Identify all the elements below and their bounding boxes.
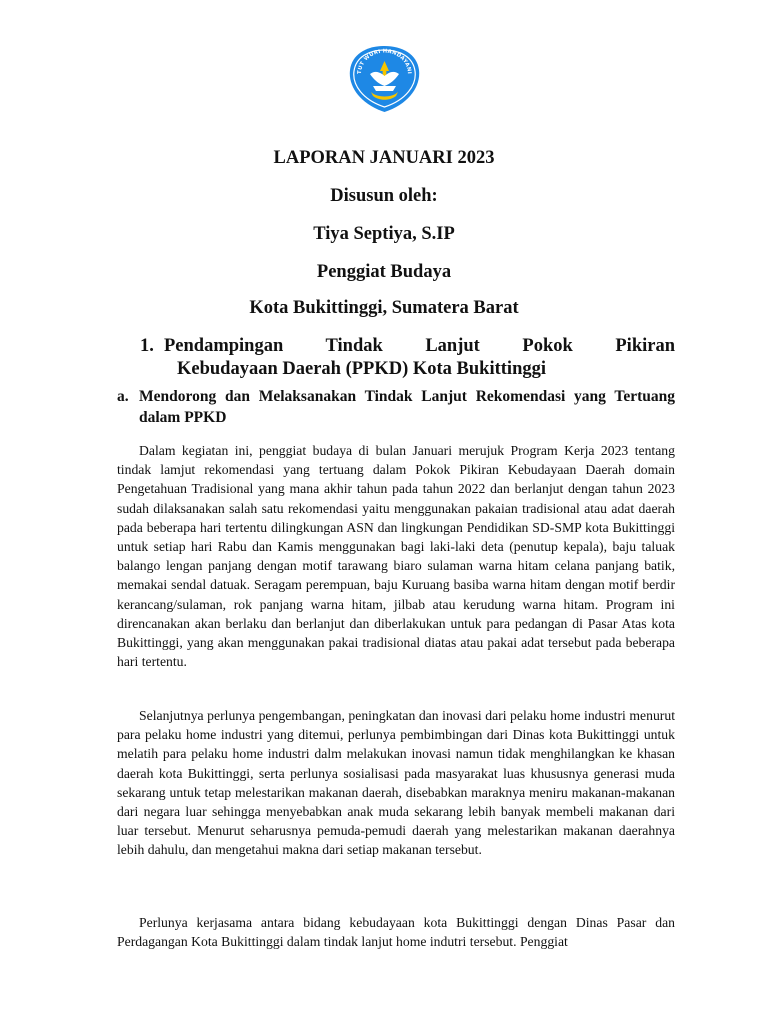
paragraph-2: Selanjutnya perlunya pengembangan, peningkatan dan inovasi dari pelaku home industri menurut para pelaku home industri yang ditemui, perlunya pembimbingan dari Dinas kota Bukittinggi untuk melatih para pelaku home industri dalm melakukan inovasi namun tidak menghilangkan ke khasan daerah kota Bukittinggi, serta perlunya sosialisasi pada masyarakat luas khususnya generasi muda sekarang untuk tetap melestarikan makanan daerah, disebabkan maraknya meniru makanan-makanan dari negara luar sehingga menyebabkan anak muda sekarang lebih banyak membeli makanan dari luar tersebut. Menurut seharusnya pemuda-pemudi daerah yang melestarikan makanan daerahnya lebih dahulu, dan mengetahui makna dari setiap makanan tersebut.: [117, 708, 675, 858]
logo-motto: TUT WURI HANDAYANI: [356, 48, 413, 75]
subsection-title: Mendorong dan Melaksanakan Tindak Lanjut Rekomendasi yang Tertuang dalam PPKD: [139, 388, 675, 426]
subsection-a-heading: [117, 386, 675, 428]
author-location: Kota Bukittinggi, Sumatera Barat: [249, 298, 519, 318]
author-name: Tiya Septiya, S.IP: [313, 224, 455, 244]
paragraph-3: Perlunya kerjasama antara bidang kebudayaan kota Bukittinggi dengan Dinas Pasar dan Perdagangan Kota Bukittinggi dalam tindak lanjut home indutri tersebut. Penggiat: [117, 915, 675, 950]
section-title-line-1: Pendampingan Tindak Lanjut Pokok Pikiran: [164, 336, 675, 356]
paragraph-1: Dalam kegiatan ini, penggiat budaya di bulan Januari merujuk Program Kerja 2023 tentang tindak lamjut rekomendasi yang tertuang dalam Pokok Pikiran Kebudayaan Daerah domain Pengetahuan Tradisional yang mana akhir tahun pada tahun 2022 dan berlanjut dengan tahun 2023 sudah dilaksanakan salah satu rekomendasi yaitu menggunakan pakaian tradisional atau adat daerah pada beberapa hari tertentu dilingkungan ASN dan lingkungan Pendidikan SD-SMP kota Bukittinggi untuk setiap hari Rabu dan Kamis menggunakan bagi laki-laki deta (penutup kepala), baju taluak balango lengan panjang dengan motif tarawang biaro sulaman warna hitam celana panjang batik, memakai sendal datuak. Seragam perempuan, baju Kuruang basiba warna hitam dengan motif berdir kerancang/sulaman, rok panjang warna hitam, jilbab atau kerudung warna hitam. Program ini direncanakan akan berlaku dan berlanjut dan diberlakukan untuk para pedangan di Pasar Atas kota Bukittinggi, yang akan menggunakan pakai tradisional diatas atau pakai adat tersebut pada beberapa hari tertentu.: [117, 443, 675, 670]
section-number: 1.: [140, 336, 154, 356]
subsection-letter: a.: [117, 388, 129, 405]
author-role: Penggiat Budaya: [316, 262, 452, 282]
section-1-heading: [140, 335, 675, 381]
prepared-by-label: Disusun oleh:: [330, 186, 438, 206]
section-title-line-2: Kebudayaan Daerah (PPKD) Kota Bukittinggi: [177, 359, 546, 379]
report-title: LAPORAN JANUARI 2023: [273, 148, 495, 168]
tut-wuri-handayani-logo: [347, 44, 422, 114]
